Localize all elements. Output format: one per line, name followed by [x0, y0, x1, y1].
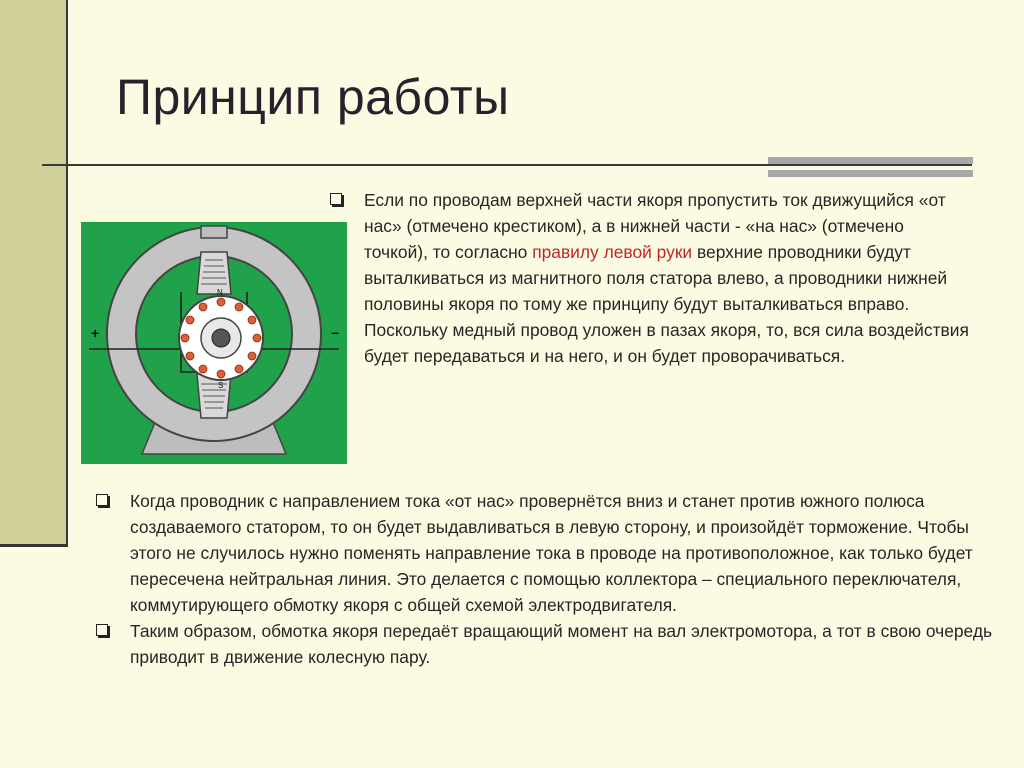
pole-n-label: N — [217, 288, 223, 297]
bullet-item-3 — [96, 618, 996, 670]
plus-terminal-label: + — [91, 325, 100, 341]
bullet-item-1 — [330, 187, 970, 369]
checkbox-bullet-icon — [96, 624, 108, 636]
slide-title: Принцип работы — [116, 69, 510, 125]
divider-accent-bar — [768, 157, 973, 177]
checkbox-bullet-icon — [96, 494, 108, 506]
sidebar-foot-line — [0, 544, 68, 547]
dc-motor-diagram — [81, 222, 347, 464]
checkbox-bullet-icon — [330, 193, 342, 205]
paragraph-1-end: верхние проводники будут выталкиваться из магнитного поля статора влево, а проводники нижней половины якоря по тому же принципу будут выталкиваться вправо. Поскольку медный провод уложен в пазах якоря, то, вся сила воздействия будет передаваться и на него, и он будет проворачиваться. — [364, 242, 969, 366]
text-block-principle — [330, 187, 970, 369]
pole-s-label: S — [218, 381, 224, 390]
slide-sidebar-accent — [0, 0, 68, 546]
text-block-commutation — [96, 488, 996, 670]
bullet-item-2 — [96, 488, 996, 618]
paragraph-2: Когда проводник с направлением тока «от нас» провернётся вниз и станет против южного полюса создаваемого статором, то он будет выдавливаться в левую сторону, и произойдёт торможение. Чтобы этого не случилось нужно поменять направление тока в проводе на противоположное, как только будет пересечена нейтральная линия. Это делается с помощью коллектора – специального переключателя, коммутирующего обмотку якоря с общей схемой электродвигателя. — [130, 491, 973, 615]
top-mount — [201, 226, 227, 238]
paragraph-3: Таким образом, обмотка якоря передаёт вращающий момент на вал электромотора, а тот в свою очередь приводит в движение колесную пару. — [130, 621, 993, 667]
paragraph-1-start: Если по проводам верхней части якоря пропустить ток движущийся «от нас» (отмечено крестиком), а в нижней части - «на нас» (отмечено точкой), то согласно — [364, 190, 946, 262]
pole-top — [197, 252, 231, 294]
minus-terminal-label: − — [331, 325, 340, 341]
left-hand-rule-highlight: правилу левой руки — [532, 242, 693, 262]
shaft — [212, 329, 230, 347]
